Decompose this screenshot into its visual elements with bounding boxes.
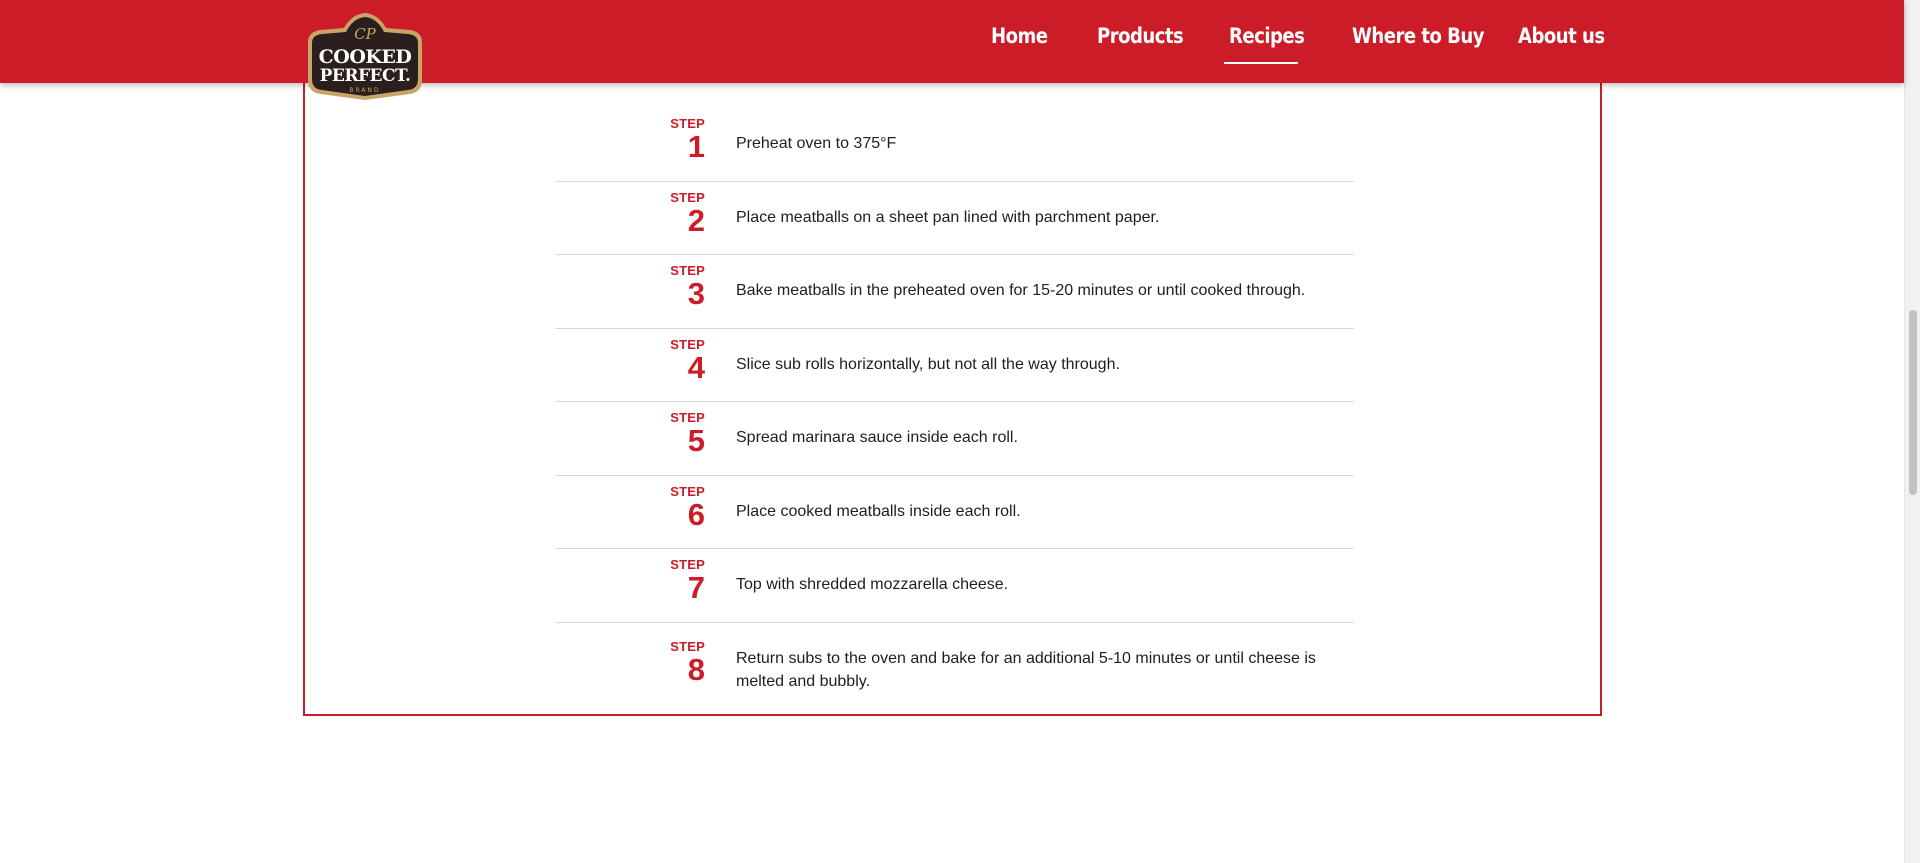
page-scrollbar[interactable] xyxy=(1904,0,1920,863)
step-row xyxy=(555,182,1354,256)
brand-logo[interactable] xyxy=(300,10,430,102)
step-number: 7 xyxy=(687,570,705,605)
step-label: STEP xyxy=(670,336,705,352)
step-label: STEP xyxy=(670,557,705,572)
steps-list xyxy=(555,108,1354,719)
nav-active-indicator xyxy=(1224,62,1298,64)
nav-about-us[interactable]: About us xyxy=(1518,24,1605,48)
site-header xyxy=(0,0,1904,83)
nav-home[interactable]: Home xyxy=(991,24,1048,48)
recipe-steps-section xyxy=(303,60,1602,716)
step-label: STEP xyxy=(670,483,705,499)
step-text: Return subs to the oven and bake for an additional 5-10 minutes or until cheese is melted and bubbly. xyxy=(736,649,1316,690)
step-number: 1 xyxy=(687,129,705,164)
step-text: Spread marinara sauce inside each roll. xyxy=(736,429,1018,446)
step-label: STEP xyxy=(670,410,705,425)
step-label: STEP xyxy=(670,189,705,205)
step-label: STEP xyxy=(670,638,705,654)
logo-word-brand: BRAND xyxy=(349,87,381,94)
step-row xyxy=(555,402,1354,476)
step-row xyxy=(555,108,1354,182)
scrollbar-thumb[interactable] xyxy=(1909,310,1917,495)
step-row xyxy=(555,255,1354,329)
step-row xyxy=(555,623,1354,719)
step-number: 5 xyxy=(687,423,705,458)
step-row xyxy=(555,476,1354,550)
logo-word-cooked: COOKED xyxy=(318,46,412,68)
nav-recipes[interactable]: Recipes xyxy=(1229,24,1305,48)
step-number: 4 xyxy=(687,349,705,385)
nav-products[interactable]: Products xyxy=(1097,24,1184,48)
logo-word-perfect: PERFECT. xyxy=(319,66,411,86)
nav-where-to-buy[interactable]: Where to Buy xyxy=(1352,24,1485,48)
step-row xyxy=(555,329,1354,403)
step-label: STEP xyxy=(670,263,705,278)
step-text: Slice sub rolls horizontally, but not all the way through. xyxy=(736,355,1120,373)
step-text: Place meatballs on a sheet pan lined with parchment paper. xyxy=(736,208,1160,226)
step-text: Bake meatballs in the preheated oven for 15-20 minutes or until cooked through. xyxy=(736,282,1306,299)
logo-badge xyxy=(300,10,430,102)
step-number: 3 xyxy=(687,276,705,311)
step-number: 8 xyxy=(687,651,705,687)
step-text: Preheat oven to 375°F xyxy=(736,135,897,152)
step-text: Place cooked meatballs inside each roll. xyxy=(736,502,1021,520)
step-text: Top with shredded mozzarella cheese. xyxy=(736,576,1009,593)
logo-monogram: CP xyxy=(354,25,376,43)
step-number: 6 xyxy=(687,496,705,532)
step-row xyxy=(555,549,1354,623)
step-label: STEP xyxy=(670,116,705,131)
step-number: 2 xyxy=(687,202,705,238)
